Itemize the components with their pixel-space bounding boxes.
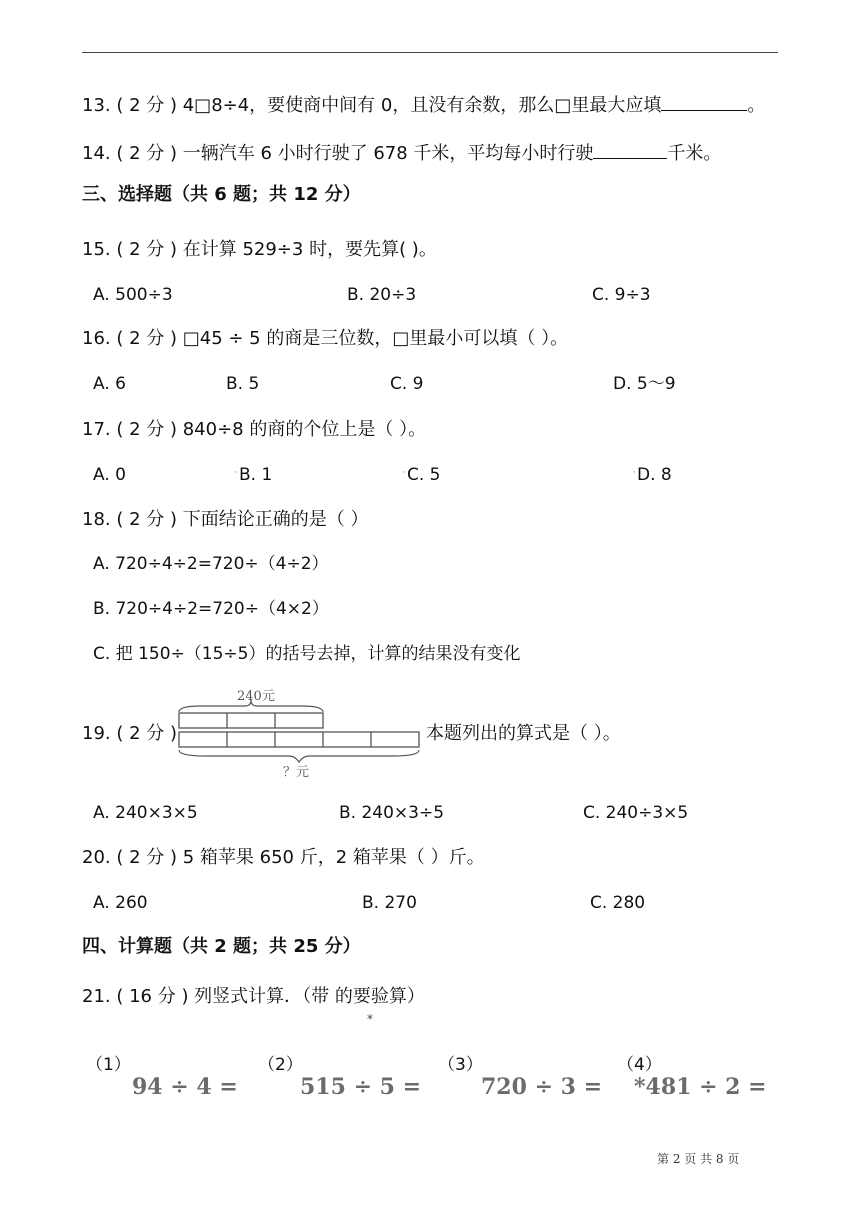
calc-2-label: （2） [258,1055,303,1075]
question-19-prefix: 19. ( 2 分 ) [82,723,178,744]
calc-2-expression: 515 ÷ 5 = [300,1074,422,1100]
calc-4-expression: *481 ÷ 2 = [634,1074,767,1100]
option-18-b[interactable]: B. 720÷4÷2=720÷（4×2） [93,599,329,619]
star-mark: * [367,1012,373,1026]
question-17-text: 17. ( 2 分 ) 840÷8 的商的个位上是（ ）。 [82,419,427,440]
header-rule [82,52,778,53]
option-17-a[interactable]: A. 0 [93,465,126,485]
diagram-bottom-label: ？元 [283,765,310,780]
option-15-a[interactable]: A. 500÷3 [93,285,173,305]
top-bar [179,713,323,728]
option-17-b[interactable]: B. 1 [239,465,273,485]
calc-4-label: （4） [617,1055,662,1075]
question-14-text: 14. ( 2 分 ) 一辆汽车 6 小时行驶了 678 千米，平均每小时行驶 [82,143,594,164]
option-17-c[interactable]: C. 5 [407,465,441,485]
page-number: 第 2 页 共 8 页 [657,1152,740,1166]
question-21-text: 21. ( 16 分 ) 列竖式计算．（带 的要验算） [82,986,425,1007]
dot-mark: · [403,468,406,478]
option-20-a[interactable]: A. 260 [93,893,148,913]
bottom-brace [179,750,419,762]
option-19-b[interactable]: B. 240×3÷5 [339,803,445,823]
top-brace [179,700,323,712]
question-13 [82,92,765,118]
question-18-text: 18. ( 2 分 ) 下面结论正确的是（ ） [82,509,369,530]
option-15-b[interactable]: B. 20÷3 [347,285,417,305]
dot-mark: · [633,468,636,478]
option-16-d[interactable]: D. 5～9 [613,374,676,394]
option-16-a[interactable]: A. 6 [93,374,126,394]
question-16-text: 16. ( 2 分 ) □45 ÷ 5 的商是三位数，□里最小可以填（ ）。 [82,328,569,349]
option-19-c[interactable]: C. 240÷3×5 [583,803,689,823]
answer-blank-14[interactable] [593,140,667,159]
question-19-suffix: 本题列出的算式是（ ）。 [426,723,621,744]
answer-blank-13[interactable] [661,92,747,111]
question-20-text: 20. ( 2 分 ) 5 箱苹果 650 斤，2 箱苹果（ ）斤。 [82,847,485,868]
question-13-text: 13. ( 2 分 ) 4□8÷4，要使商中间有 0，且没有余数，那么□里最大应填 [82,95,662,116]
option-17-d[interactable]: D. 8 [637,465,672,485]
option-16-c[interactable]: C. 9 [390,374,424,394]
question-14 [82,140,721,166]
option-20-c[interactable]: C. 280 [590,893,646,913]
option-18-a[interactable]: A. 720÷4÷2=720÷（4÷2） [93,554,329,574]
option-15-c[interactable]: C. 9÷3 [592,285,651,305]
calc-1-expression: 94 ÷ 4 = [132,1074,238,1100]
option-16-b[interactable]: B. 5 [226,374,260,394]
option-20-b[interactable]: B. 270 [362,893,417,913]
option-18-c[interactable]: C. 把 150÷（15÷5）的括号去掉，计算的结果没有变化 [93,644,521,664]
diagram-top-label: 240元 [237,689,275,704]
line-segment-diagram [175,684,425,780]
question-15-text: 15. ( 2 分 ) 在计算 529÷3 时，要先算( )。 [82,239,437,260]
question-13-suffix: 。 [747,95,766,116]
calc-3-label: （3） [438,1055,483,1075]
bottom-bar [179,732,419,747]
calc-3-expression: 720 ÷ 3 = [481,1074,603,1100]
section-3-heading: 三、选择题（共 6 题；共 12 分） [82,184,361,205]
question-14-suffix: 千米。 [667,143,722,164]
section-4-heading: 四、计算题（共 2 题；共 25 分） [82,936,361,957]
dot-mark: · [234,468,237,478]
calc-1-label: （1） [86,1055,131,1075]
option-19-a[interactable]: A. 240×3×5 [93,803,198,823]
